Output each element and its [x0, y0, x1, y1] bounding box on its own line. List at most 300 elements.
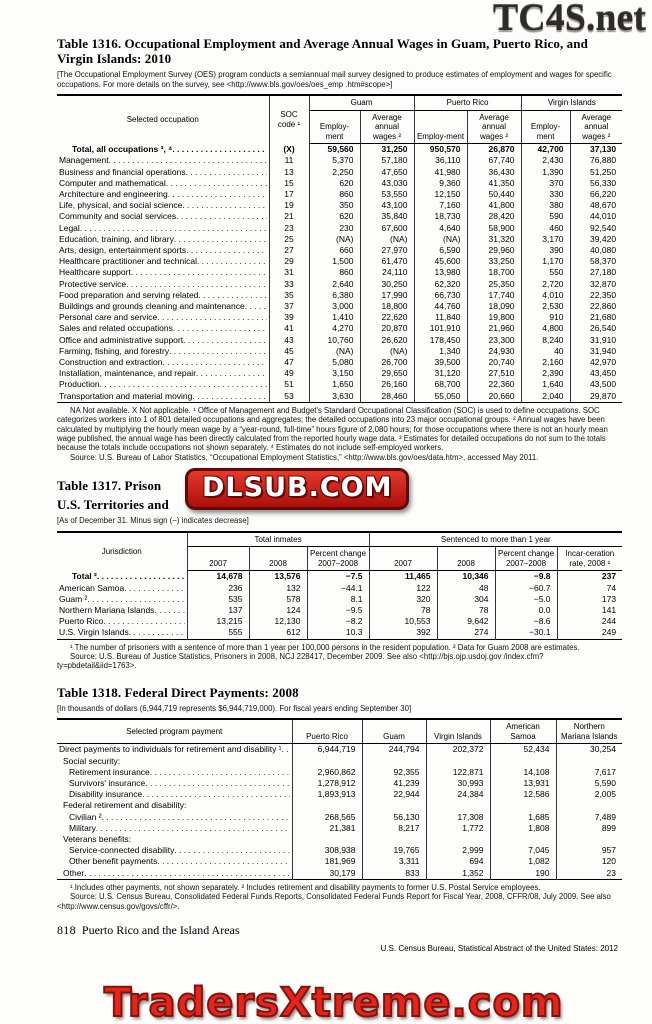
table-1317-section — [57, 472, 622, 671]
column-header-program: Selected program payment — [57, 719, 292, 744]
vi-employment-cell: 4,010 — [521, 290, 570, 301]
sentenced-2008-cell: 10,346 — [437, 571, 495, 583]
group-header-sentenced: Sentenced to more than 1 year — [369, 532, 622, 547]
program-cell — [57, 778, 292, 789]
vi-employment-cell: 8,240 — [521, 335, 570, 346]
occupation-cell — [57, 335, 269, 346]
puerto-rico-cell: 21,381 — [292, 823, 362, 834]
jurisdiction-label: Northern Mariana Islands — [59, 605, 155, 615]
american-samoa-cell: 7,045 — [490, 845, 556, 856]
page-number: 818 — [57, 923, 76, 938]
guam-cell: 244,794 — [362, 744, 426, 756]
vi-employment-cell: 380 — [521, 200, 570, 211]
table-row — [57, 767, 622, 778]
occupation-label: Healthcare support — [59, 267, 131, 278]
soc-code-cell: 19 — [269, 200, 309, 211]
table-row — [57, 312, 622, 323]
sentenced-pct-change-cell: −9.8 — [495, 571, 557, 583]
column-header-jurisdiction: Jurisdiction — [101, 547, 142, 557]
total-pct-change-cell: 8.1 — [307, 594, 369, 605]
table-1317-source: Source: U.S. Bureau of Justice Statistics, Prisoners in 2008, NCJ 228417, December 2009. See also <http://bjs.ojp.usdoj.gov /index.cfm?ty=pbdetail&iid=1763>. — [57, 652, 544, 671]
program-cell — [57, 834, 292, 845]
table-row — [57, 368, 622, 379]
group-header-guam: Guam — [309, 95, 414, 110]
occupation-label: Business and financial operations — [59, 166, 186, 177]
table-1316-footnote: NA Not available. X Not applicable. ¹ Office of Management and Budget's Standard Occupational Classification (SOC) is used to define occupations. SOC categorizes workers into 1 of 801 detailed occupations and aggregates; the detailed occupations into 23 major occupational groups. ² Annual wages have been calculated by multiplying the hourly mean wage by a “year-round, full-time” hours figure of 2,080 hours; for those occupations where there is not an hourly mean wage published, the annual wage has been directly calculated from the reported hourly wage data. ³ Estimates for detailed occupations do not sum to the totals because the totals include occupations not shown separately. ⁴ Estimates do not include self-employed workers. — [57, 405, 608, 453]
pr-wage-cell: 36,430 — [467, 167, 521, 178]
puerto-rico-cell: 30,179 — [292, 868, 362, 880]
soc-code-cell: 17 — [269, 189, 309, 200]
vi-employment-cell: 1,170 — [521, 256, 570, 267]
guam-employment-cell: 1,410 — [309, 312, 360, 323]
jurisdiction-cell — [57, 616, 187, 627]
guam-wage-cell: 26,160 — [360, 379, 414, 390]
occupation-cell — [57, 323, 269, 334]
guam-employment-cell: 1,650 — [309, 379, 360, 390]
soc-code-cell: 45 — [269, 346, 309, 357]
table-1316-headnote: [The Occupational Employment Survey (OES) program conducts a semiannual mail survey designed to produce estimates of employment and wages for specific occupations. For more details on the survey, see <http://www.bls.gov/oes/oes_emp .htm#scope>] — [57, 70, 612, 89]
soc-code-cell: 49 — [269, 368, 309, 379]
table-1318-title: Table 1318. Federal Direct Payments: 2008 — [57, 684, 299, 700]
sentenced-2007-cell: 320 — [369, 594, 437, 605]
occupation-cell — [57, 211, 269, 222]
dot-leader — [145, 778, 289, 789]
total-2007-cell: 535 — [187, 594, 249, 605]
puerto-rico-cell: 181,969 — [292, 856, 362, 867]
program-cell — [57, 744, 292, 756]
dot-leader — [129, 627, 185, 638]
american-samoa-cell: 12,586 — [490, 789, 556, 800]
total-pct-change-cell: −7.5 — [307, 571, 369, 583]
virgin-islands-cell: 2,999 — [426, 845, 490, 856]
puerto-rico-cell: 6,944,719 — [292, 744, 362, 756]
program-label: Social security: — [63, 755, 121, 766]
vi-employment-cell: 330 — [521, 189, 570, 200]
occupation-cell — [57, 368, 269, 379]
total-2008-cell: 12,130 — [249, 616, 307, 627]
virgin-islands-cell — [426, 756, 490, 767]
table-row — [57, 346, 622, 357]
dot-leader — [198, 290, 266, 301]
guam-cell: 8,217 — [362, 823, 426, 834]
pr-wage-cell: 41,350 — [467, 178, 521, 189]
virgin-islands-cell: 24,384 — [426, 789, 490, 800]
table-row — [57, 571, 622, 583]
jurisdiction-label: Guam ² — [59, 593, 88, 604]
subheader-vi-wages: Average annual wages ² — [570, 110, 622, 144]
guam-wage-cell: 27,970 — [360, 245, 414, 256]
subheader-total-2007: 2007 — [187, 547, 249, 571]
dot-leader — [168, 189, 267, 200]
sentenced-2008-cell: 274 — [437, 627, 495, 639]
guam-cell: 56,130 — [362, 812, 426, 823]
column-header-guam: Guam — [362, 719, 426, 744]
guam-wage-cell: 67,600 — [360, 223, 414, 234]
group-header-total-inmates: Total inmates — [187, 532, 369, 547]
pr-wage-cell: 17,740 — [467, 290, 521, 301]
puerto-rico-cell — [292, 800, 362, 811]
soc-code-cell: 25 — [269, 234, 309, 245]
occupation-cell — [57, 223, 269, 234]
incarceration-rate-cell: 249 — [557, 627, 622, 639]
sentenced-2008-cell: 78 — [437, 605, 495, 616]
program-cell — [57, 767, 292, 778]
program-cell — [57, 868, 292, 880]
dot-leader — [173, 323, 267, 334]
vi-employment-cell: 2,160 — [521, 357, 570, 368]
occupation-cell — [57, 301, 269, 312]
occupation-label: Management — [59, 155, 109, 166]
vi-employment-cell: 40 — [521, 346, 570, 357]
program-label: Veterans benefits: — [63, 834, 132, 845]
northern-mariana-cell: 30,254 — [556, 744, 622, 756]
vi-wage-cell: 44,010 — [570, 211, 622, 222]
soc-code-cell: 39 — [269, 312, 309, 323]
occupation-label: Arts, design, entertainment sports — [59, 245, 187, 256]
jurisdiction-cell — [57, 571, 187, 583]
occupation-label: Installation, maintenance, and repair — [59, 368, 197, 379]
program-label: Other — [63, 867, 85, 878]
virgin-islands-cell: 30,993 — [426, 778, 490, 789]
vi-employment-cell: 390 — [521, 245, 570, 256]
occupation-cell — [57, 267, 269, 278]
table-row — [57, 211, 622, 222]
sentenced-pct-change-cell: −5.0 — [495, 594, 557, 605]
soc-code-cell: 37 — [269, 301, 309, 312]
vi-employment-cell: 42,700 — [521, 144, 570, 156]
pr-wage-cell: 29,960 — [467, 245, 521, 256]
guam-wage-cell: 17,990 — [360, 290, 414, 301]
american-samoa-cell — [490, 834, 556, 845]
vi-employment-cell: 1,390 — [521, 167, 570, 178]
soc-code-cell: 13 — [269, 167, 309, 178]
soc-code-cell: (X) — [269, 144, 309, 156]
sentenced-pct-change-cell: −8.6 — [495, 616, 557, 627]
pr-wage-cell: 18,700 — [467, 267, 521, 278]
guam-employment-cell: 3,150 — [309, 368, 360, 379]
vi-wage-cell: 27,180 — [570, 267, 622, 278]
pr-wage-cell: 41,800 — [467, 200, 521, 211]
soc-code-cell: 47 — [269, 357, 309, 368]
sentenced-2008-cell: 9,642 — [437, 616, 495, 627]
pr-employment-cell: 11,840 — [414, 312, 467, 323]
northern-mariana-cell: 2,005 — [556, 789, 622, 800]
occupation-cell — [57, 279, 269, 290]
group-header-puerto-rico: Puerto Rico — [414, 95, 521, 110]
vi-wage-cell: 32,870 — [570, 279, 622, 290]
pr-employment-cell: 13,980 — [414, 267, 467, 278]
guam-wage-cell: 26,700 — [360, 357, 414, 368]
puerto-rico-cell: 1,278,912 — [292, 778, 362, 789]
dot-leader — [174, 234, 267, 245]
table-row — [57, 200, 622, 211]
table-row — [57, 301, 622, 312]
occupation-cell — [57, 178, 269, 189]
occupation-cell — [57, 167, 269, 178]
guam-wage-cell: 35,840 — [360, 211, 414, 222]
occupation-label: Office and administrative support — [59, 334, 184, 345]
dot-leader — [87, 594, 184, 605]
dot-leader — [166, 178, 267, 189]
table-row — [57, 778, 622, 789]
vi-employment-cell: 2,530 — [521, 301, 570, 312]
soc-code-cell: 31 — [269, 267, 309, 278]
virgin-islands-cell — [426, 834, 490, 845]
table-1318-source: Source: U.S. Census Bureau, Consolidated Federal Funds Reports, Consolidated Federal Funds Report for Fiscal Year, 2008, CFFR/08, July 2009. See also <http://www.census.gov/govs/cffr/>. — [57, 892, 611, 911]
dot-leader — [109, 155, 267, 166]
footer-section-title: Puerto Rico and the Island Areas — [81, 923, 240, 938]
occupation-label: Buildings and grounds cleaning and maintenance — [59, 301, 245, 312]
guam-cell — [362, 834, 426, 845]
column-header-virgin-islands: Virgin Islands — [426, 719, 490, 744]
dot-leader — [245, 301, 267, 312]
dot-leader — [282, 744, 290, 755]
guam-employment-cell: 230 — [309, 223, 360, 234]
pr-employment-cell: 44,760 — [414, 301, 467, 312]
occupation-cell — [57, 391, 269, 403]
vi-employment-cell: 3,170 — [521, 234, 570, 245]
soc-code-cell: 41 — [269, 323, 309, 334]
pr-wage-cell: 31,320 — [467, 234, 521, 245]
pr-employment-cell: 101,910 — [414, 323, 467, 334]
pr-employment-cell: 66,730 — [414, 290, 467, 301]
pr-wage-cell: 23,300 — [467, 335, 521, 346]
vi-employment-cell: 1,640 — [521, 379, 570, 390]
vi-wage-cell: 22,350 — [570, 290, 622, 301]
guam-wage-cell: 20,870 — [360, 323, 414, 334]
table-row — [57, 167, 622, 178]
northern-mariana-cell — [556, 756, 622, 767]
dot-leader — [96, 823, 290, 834]
vi-wage-cell: 56,330 — [570, 178, 622, 189]
american-samoa-cell: 1,808 — [490, 823, 556, 834]
guam-employment-cell: (NA) — [309, 234, 360, 245]
occupation-cell — [57, 245, 269, 256]
credit-line: U.S. Census Bureau, Statistical Abstract of the United States: 2012 — [380, 944, 618, 954]
total-pct-change-cell: −8.2 — [307, 616, 369, 627]
table-row — [57, 834, 622, 845]
column-header-occupation: Selected occupation — [126, 115, 199, 125]
pr-wage-cell: 24,930 — [467, 346, 521, 357]
vi-wage-cell: 29,870 — [570, 391, 622, 403]
northern-mariana-cell: 5,590 — [556, 778, 622, 789]
american-samoa-cell: 1,685 — [490, 812, 556, 823]
northern-mariana-cell: 7,489 — [556, 812, 622, 823]
guam-wage-cell: 53,550 — [360, 189, 414, 200]
puerto-rico-cell: 2,960,862 — [292, 767, 362, 778]
guam-employment-cell: 2,640 — [309, 279, 360, 290]
pr-employment-cell: 178,450 — [414, 335, 467, 346]
total-pct-change-cell: 10.3 — [307, 627, 369, 639]
subheader-sent-pct-change: Percent change 2007–2008 — [495, 547, 557, 571]
incarceration-rate-cell: 173 — [557, 594, 622, 605]
vi-employment-cell: 370 — [521, 178, 570, 189]
guam-employment-cell: 4,270 — [309, 323, 360, 334]
pr-wage-cell: 27,510 — [467, 368, 521, 379]
table-1318-section — [57, 685, 622, 911]
guam-employment-cell: 350 — [309, 200, 360, 211]
virgin-islands-cell — [426, 800, 490, 811]
incarceration-rate-cell: 74 — [557, 583, 622, 594]
table-row — [57, 583, 622, 594]
pr-employment-cell: 7,160 — [414, 200, 467, 211]
group-header-virgin-islands: Virgin Islands — [521, 95, 622, 110]
table-1316-source: Source: U.S. Bureau of Labor Statistics, “Occupational Employment Statistics,” <http://www.bls.gov/oes/data.htm>, accessed May 2011. — [70, 452, 539, 462]
pr-wage-cell: 26,870 — [467, 144, 521, 156]
soc-code-cell: 33 — [269, 279, 309, 290]
table-row — [57, 323, 622, 334]
american-samoa-cell: 1,082 — [490, 856, 556, 867]
table-1317-headnote: [As of December 31. Minus sign (−) indicates decrease] — [57, 516, 249, 526]
guam-wage-cell: 43,100 — [360, 200, 414, 211]
northern-mariana-cell: 957 — [556, 845, 622, 856]
table-row — [57, 144, 622, 156]
program-label: Survivors' insurance — [69, 778, 146, 789]
soc-code-cell: 43 — [269, 335, 309, 346]
guam-cell: 833 — [362, 868, 426, 880]
vi-wage-cell: 21,680 — [570, 312, 622, 323]
subheader-sent-2008: 2008 — [437, 547, 495, 571]
program-cell — [57, 812, 292, 823]
northern-mariana-cell: 899 — [556, 823, 622, 834]
dot-leader — [124, 583, 184, 594]
program-label: Federal retirement and disability: — [63, 800, 187, 811]
occupation-label: Education, training, and library — [59, 233, 174, 244]
dot-leader — [103, 616, 184, 627]
occupation-label: Total, all occupations ³, ⁴ — [72, 144, 173, 155]
northern-mariana-cell — [556, 834, 622, 845]
pr-employment-cell: 1,340 — [414, 346, 467, 357]
table-row — [57, 812, 622, 823]
program-label: Disability insurance — [69, 789, 143, 800]
pr-employment-cell: 31,120 — [414, 368, 467, 379]
vi-employment-cell: 2,720 — [521, 279, 570, 290]
dot-leader — [169, 346, 266, 357]
vi-wage-cell: 76,880 — [570, 155, 622, 166]
table-row — [57, 789, 622, 800]
table-1317-footnote: ¹ The number of prisoners with a sentence of more than 1 year per 100,000 persons in the resident population. ² Data for Guam 2008 are estimates. — [70, 642, 580, 652]
occupation-cell — [57, 357, 269, 368]
guam-cell: 92,355 — [362, 767, 426, 778]
virgin-islands-cell: 1,352 — [426, 868, 490, 880]
program-label: Civilian ² — [69, 811, 102, 822]
guam-wage-cell: 57,180 — [360, 155, 414, 166]
occupation-cell — [57, 189, 269, 200]
guam-employment-cell: 620 — [309, 211, 360, 222]
pr-employment-cell: 36,110 — [414, 155, 467, 166]
occupation-cell — [57, 290, 269, 301]
pr-wage-cell: 50,440 — [467, 189, 521, 200]
subheader-vi-employment: Employ-ment — [521, 110, 570, 144]
guam-employment-cell: 1,500 — [309, 256, 360, 267]
column-header-northern-mariana: Northern Mariana Islands — [556, 719, 622, 744]
occupation-label: Personal care and service — [59, 312, 158, 323]
guam-employment-cell: 860 — [309, 267, 360, 278]
jurisdiction-cell — [57, 627, 187, 639]
occupation-cell — [57, 256, 269, 267]
total-2008-cell: 612 — [249, 627, 307, 639]
puerto-rico-cell: 268,565 — [292, 812, 362, 823]
program-label: Service-connected disability — [69, 845, 175, 856]
pr-employment-cell: 12,150 — [414, 189, 467, 200]
occupation-cell — [57, 312, 269, 323]
occupation-label: Production — [59, 379, 100, 390]
guam-wage-cell: 31,250 — [360, 144, 414, 156]
dot-leader — [182, 200, 266, 211]
guam-employment-cell: 660 — [309, 245, 360, 256]
program-label: Military — [69, 822, 96, 833]
total-2008-cell: 132 — [249, 583, 307, 594]
pr-employment-cell: 18,730 — [414, 211, 467, 222]
northern-mariana-cell — [556, 800, 622, 811]
program-cell — [57, 756, 292, 767]
total-2008-cell: 124 — [249, 605, 307, 616]
dot-leader — [126, 279, 266, 290]
dot-leader — [157, 312, 266, 323]
vi-employment-cell: 590 — [521, 211, 570, 222]
jurisdiction-label: Total ² — [72, 571, 97, 582]
soc-code-cell: 27 — [269, 245, 309, 256]
guam-employment-cell: 5,370 — [309, 155, 360, 166]
pr-wage-cell: 18,090 — [467, 301, 521, 312]
occupation-cell — [57, 346, 269, 357]
occupation-label: Protective service — [59, 278, 127, 289]
pr-employment-cell: (NA) — [414, 234, 467, 245]
table-row — [57, 594, 622, 605]
incarceration-rate-cell: 237 — [557, 571, 622, 583]
program-cell — [57, 800, 292, 811]
american-samoa-cell — [490, 756, 556, 767]
northern-mariana-cell: 23 — [556, 868, 622, 880]
table-row — [57, 223, 622, 234]
guam-employment-cell: 5,080 — [309, 357, 360, 368]
occupation-label: Architecture and engineering — [59, 189, 168, 199]
occupation-label: Food preparation and serving related — [59, 289, 199, 300]
vi-employment-cell: 2,040 — [521, 391, 570, 403]
total-pct-change-cell: −44.1 — [307, 583, 369, 594]
column-header-american-samoa: American Samoa — [490, 719, 556, 744]
soc-code-cell: 11 — [269, 155, 309, 166]
guam-employment-cell: 6,380 — [309, 290, 360, 301]
table-row — [57, 616, 622, 627]
vi-wage-cell: 42,970 — [570, 357, 622, 368]
table-row — [57, 756, 622, 767]
pr-employment-cell: 4,640 — [414, 223, 467, 234]
guam-employment-cell: (NA) — [309, 346, 360, 357]
vi-wage-cell: 58,370 — [570, 256, 622, 267]
vi-wage-cell: 66,220 — [570, 189, 622, 200]
american-samoa-cell — [490, 800, 556, 811]
table-row — [57, 823, 622, 834]
occupation-cell — [57, 379, 269, 390]
sentenced-2007-cell: 11,465 — [369, 571, 437, 583]
table-row — [57, 391, 622, 403]
table-row — [57, 234, 622, 245]
incarceration-rate-cell: 141 — [557, 605, 622, 616]
dot-leader — [192, 391, 266, 402]
guam-employment-cell: 3,630 — [309, 391, 360, 403]
guam-wage-cell: 47,650 — [360, 167, 414, 178]
column-header-soc-code: SOC code ¹ — [269, 95, 309, 144]
table-row — [57, 357, 622, 368]
guam-cell — [362, 756, 426, 767]
table-row — [57, 178, 622, 189]
occupation-label: Farming, fishing, and forestry — [59, 345, 170, 356]
vi-employment-cell: 550 — [521, 267, 570, 278]
soc-code-cell: 53 — [269, 391, 309, 403]
vi-wage-cell: 43,450 — [570, 368, 622, 379]
dot-leader — [102, 812, 290, 823]
